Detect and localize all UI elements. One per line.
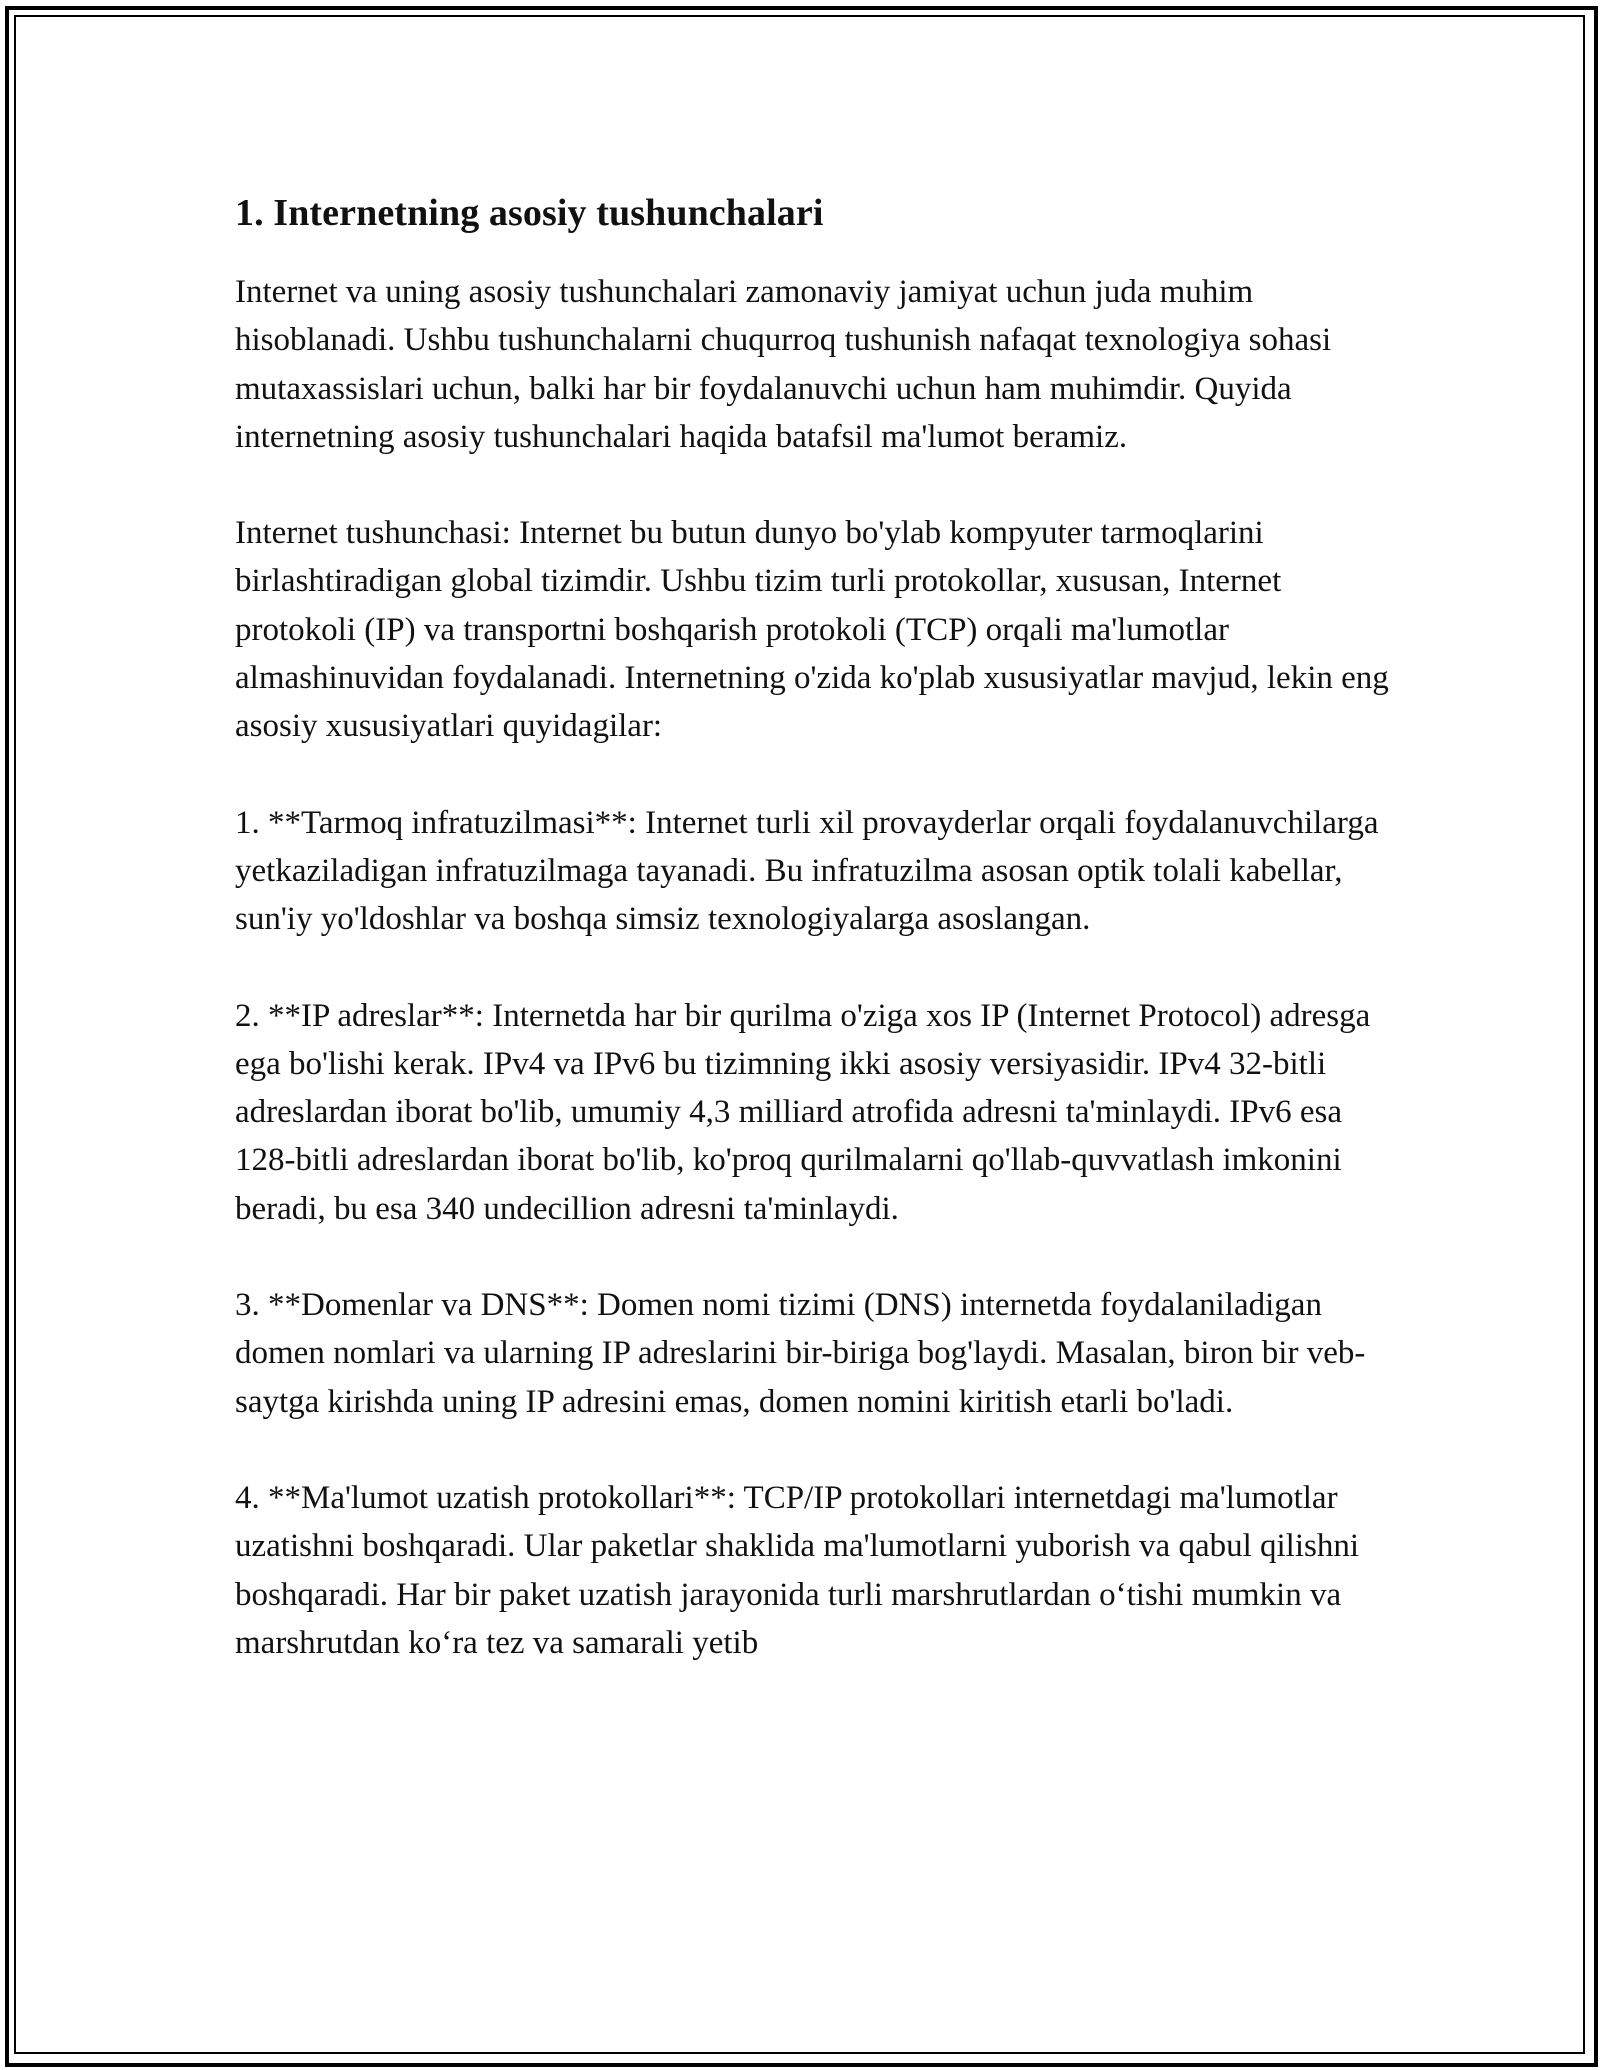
paragraph-transfer-protocols: 4. **Ma'lumot uzatish protokollari**: TCP/IP protokollari internetdagi ma'lumotlar uzatishni boshqaradi. Ular paketlar shaklida ma'lumotlarni yuborish va qabul qilishni boshqaradi. Har bir paket uzatish jarayonida turli marshrutlardan o‘tishi mumkin va marshrutdan ko‘ra tez va samarali yetib [235,1479,1360,1661]
section-heading: 1. Internetning asosiy tushunchalari [235,192,824,234]
paragraph-intro: Internet va uning asosiy tushunchalari zamonaviy jamiyat uchun juda muhim hisoblanadi. Ushbu tushunchalarni chuqurroq tushunish nafaqat texnologiya sohasi mutaxassislari uchun, balki har bir foydalanuvchi uchun ham muhimdir. Quyida internetning asosiy tushunchalari haqida batafsil ma'lumot beramiz. [235,274,1332,455]
paragraph-domains-dns: 3. **Domenlar va DNS**: Domen nomi tizimi (DNS) internetda foydalaniladigan domen nomlari va ularning IP adreslarini bir-biriga bog'laydi. Masalan, biron bir veb-saytga kirishda uning IP adresini emas, domen nomini kiritish etarli bo'ladi. [235,1287,1366,1420]
paragraph-network-infrastructure: 1. **Tarmoq infratuzilmasi**: Internet turli xil provayderlar orqali foydalanuvchilarga yetkaziladigan infratuzilmaga tayanadi. Bu infratuzilma asosan optik tolali kabellar, sun'iy yo'ldoshlar va boshqa simsiz texnologiyalarga asoslangan. [235,804,1379,938]
paragraph-ip-addresses: 2. **IP adreslar**: Internetda har bir qurilma o'ziga xos IP (Internet Protocol) adresga ega bo'lishi kerak. IPv4 va IPv6 bu tizimning ikki asosiy versiyasidir. IPv4 32-bitli adreslardan iborat bo'lib, umumiy 4,3 milliard atrofida adresni ta'minlaydi. IPv6 esa 128-bitli adreslardan iborat bo'lib, ko'proq qurilmalarni qo'llab-quvvatlash imkonini beradi, bu esa 340 undecillion adresni ta'minlaydi. [235,997,1371,1227]
paragraph-internet-definition: Internet tushunchasi: Internet bu butun dunyo bo'ylab kompyuter tarmoqlarini birlashtiradigan global tizimdir. Ushbu tizim turli protokollar, xususan, Internet protokoli (IP) va transportni boshqarish protokoli (TCP) orqali ma'lumotlar almashinuvidan foydalanadi. Internetning o'zida ko'plab xususiyatlar mavjud, lekin eng asosiy xususiyatlari quyidagilar: [235,515,1389,745]
document-body [235,180,1395,1715]
